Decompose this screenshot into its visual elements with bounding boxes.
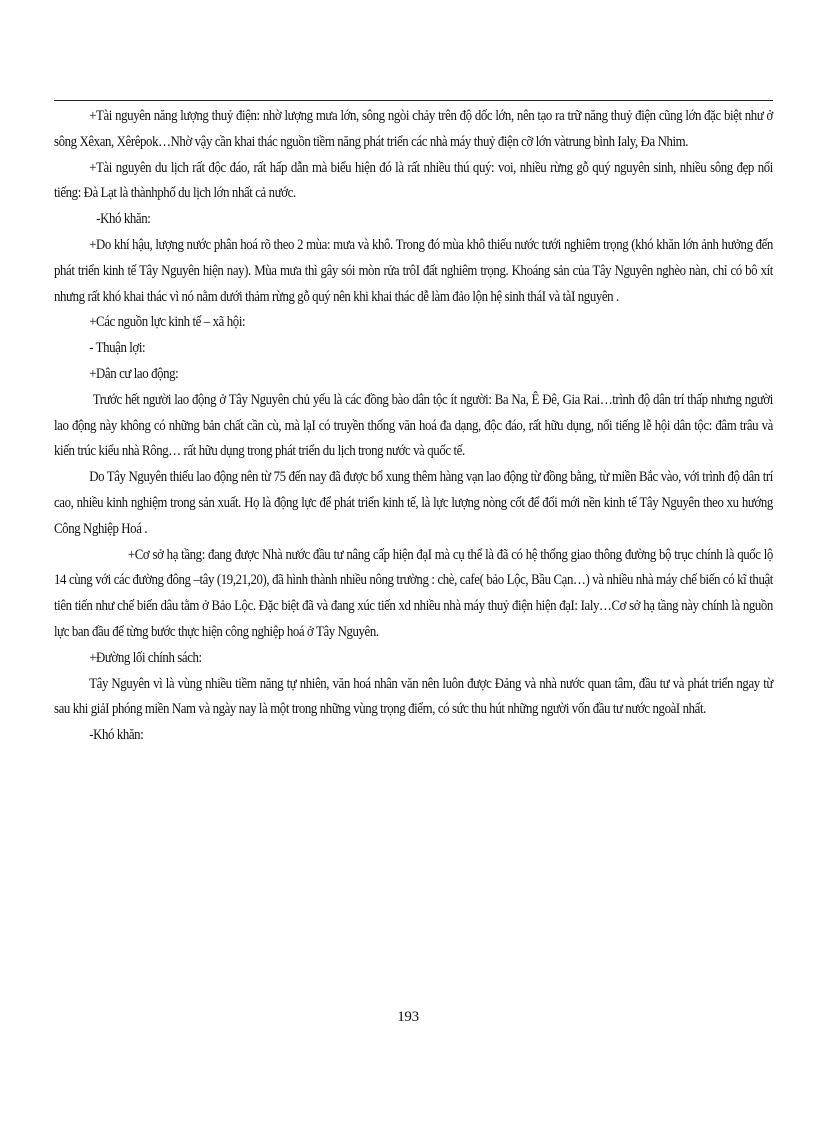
paragraph-policy: Tây Nguyên vì là vùng nhiều tiềm năng tự nhiên, văn hoá nhân văn nên luôn được Đảng và nhà nước quan tâm, đầu tư và phát triển ngay từ sau khi giảI phóng miền Nam và ngày nay là một trong những vùng trọng điểm, có sức thu hút những người vốn đầu tư nước ngoàI nhất. [54,675,773,718]
heading-socioeconomic-resources: +Các nguồn lực kinh tế – xã hội: [89,314,246,331]
paragraph-infrastructure: +Cơ sở hạ tầng: đang được Nhà nước đầu tư nâng cấp hiện đạI mà cụ thể là đã có hệ thống giao thông đường bộ trục chính là quốc lộ 14 cùng với các đường đông –tây (19,21,20), đã hình thành nhiều nông trường : chè, cafe( bảo Lộc, Bầu Cạn…) và nhiều nhà máy chế biến có kĩ thuật tiên tiến như chế biến dâu tằm ở Bảo Lộc. Đặc biệt đã và đang xúc tiến xd nhiều nhà máy thuỷ điện hiện đạI: Ialy…Cơ sở hạ tầng này chính là nguồn lực ban đầu để từng bước thực hiện công nghiệp hoá ở Tây Nguyên. [54,546,773,640]
paragraph-tourism: +Tài nguyên du lịch rất độc đáo, rất hấp dẫn mà biểu hiện đó là rất nhiều thú quý: voi, nhiều rừng gỗ quý nguyên sinh, nhiều sông đẹp nổi tiếng: Đà Lạt là thànhphố du lịch lớn nhất cả nước. [54,159,773,202]
header-rule [54,100,773,101]
heading-population-labor: +Dân cư lao động: [89,365,179,382]
heading-difficulties-1: -Khó khăn: [96,211,151,228]
heading-policy: +Đường lối chính sách: [89,649,202,666]
page-number: 193 [397,1009,419,1025]
heading-advantages: - Thuận lợi: [89,340,146,357]
paragraph-climate: +Do khí hậu, lượng nước phân hoá rõ theo 2 mùa: mưa và khô. Trong đó mùa khô thiếu nước tưới nghiêm trọng (khó khăn lớn ảnh hưởng đến phát triển kinh tế Tây Nguyên hiện nay). Mùa mưa thì gây sói mòn rửa trôI đất nghiêm trọng. Khoáng sản của Tây Nguyên nghèo nàn, chỉ có bô xít nhưng rất khó khai thác vì nó nằm dưới thảm rừng gỗ quý nên khi khai thác dễ làm đảo lộn hệ sinh tháI và tàI nguyên . [54,236,773,305]
paragraph-ethnic-labor: Trước hết người lao động ở Tây Nguyên chủ yếu là các đồng bào dân tộc ít người: Ba Na, Ê Đê, Gia Rai…trình độ dân trí thấp nhưng người lao động này không có những bản chất cần cù, mà lạI có truyền thống văn hoá đa dạng, độc đáo, rất hữu dụng, nổi tiếng lễ hội dân tộc: đâm trâu và kiến trúc kiểu nhà Rông… rất hữu dụng trong phát triển du lịch trong nước và quốc tế. [54,391,773,460]
heading-difficulties-2: -Khó khăn: [89,727,144,744]
body-text [54,104,773,749]
paragraph-hydropower: +Tài nguyên năng lượng thuỷ điện: nhờ lượng mưa lớn, sông ngòi chảy trên độ dốc lớn, nên tạo ra trữ năng thuỷ điện cũng lớn đặc biệt như ở sông Xêxan, Xêrêpok…Nhờ vậy cần khai thác nguồn tiềm năng phát triển các nhà máy thuỷ điện cỡ lớn vàtrung bình Ialy, Đa Nhim. [54,108,773,150]
paragraph-labor-migration: Do Tây Nguyên thiếu lao động nên từ 75 đến nay đã được bổ xung thêm hàng vạn lao động từ đồng bằng, từ miền Bắc vào, với trình độ dân trí cao, nhiều kinh nghiệm trong sản xuất. Họ là động lực để phát triển kinh tế, là lực lượng nòng cốt để đổi mới nền kinh tế Tây Nguyên theo xu hướng Công Nghiệp Hoá . [54,469,773,537]
